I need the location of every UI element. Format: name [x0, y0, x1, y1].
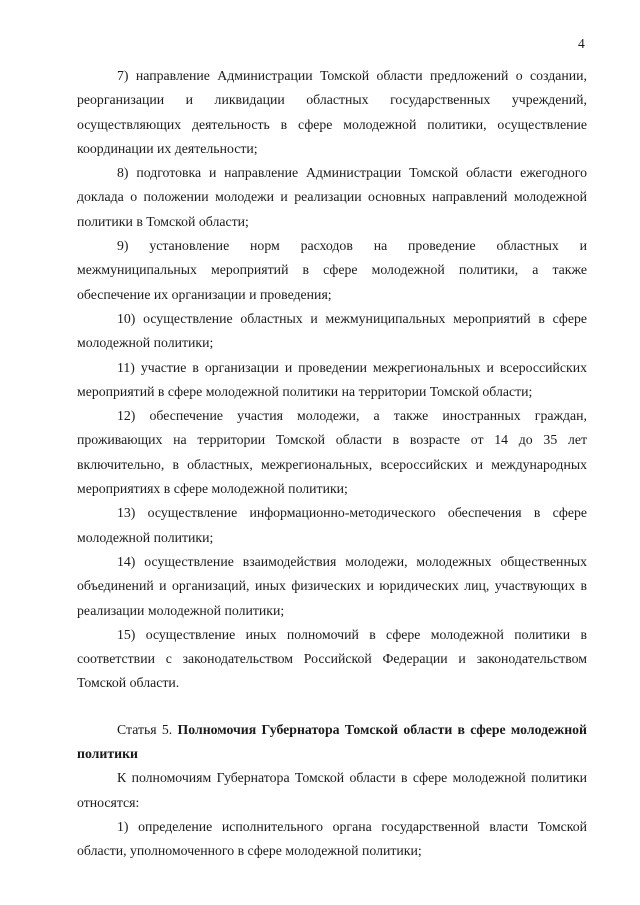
list-item: 15) осуществление иных полномочий в сфере молодежной политики в соответствии с законодательством Российской Федерации и законодательством Томской области.: [77, 626, 587, 691]
list-item: 11) участие в организации и проведении межрегиональных и всероссийских мероприятий в сфере молодежной политики на территории Томской области;: [77, 359, 587, 399]
document-body: [77, 64, 587, 864]
list-item: 7) направление Администрации Томской области предложений о создании, реорганизации и ликвидации областных государственных учреждений, осуществляющих деятельность в сфере молодежной политики, осуществление координации их деятельности;: [77, 68, 587, 156]
article-paragraph: К полномочиям Губернатора Томской области в сфере молодежной политики относятся:: [77, 770, 587, 810]
article-heading: [77, 718, 587, 767]
article-paragraph: 1) определение исполнительного органа государственной власти Томской области, уполномоченного в сфере молодежной политики;: [77, 818, 587, 859]
list-item: 13) осуществление информационно-методического обеспечения в сфере молодежной политики;: [77, 505, 587, 545]
article-title: Полномочия Губернатора Томской области в сфере молодежной политики: [77, 721, 587, 762]
list-item: 14) осуществление взаимодействия молодежи, молодежных общественных объединений и организаций, иных физических и юридических лиц, участвующих в реализации молодежной политики;: [77, 553, 587, 618]
article-label: Статья 5.: [117, 721, 173, 737]
page-number: 4: [578, 36, 585, 51]
list-item: 9) установление норм расходов на проведение областных и межмуниципальных мероприятий в сфере молодежной политики, а также обеспечение их организации и проведения;: [77, 238, 587, 302]
list-item: 8) подготовка и направление Администрации Томской области ежегодного доклада о положении молодежи и реализации основных направлений молодежной политики в Томской области;: [77, 165, 587, 229]
list-item: 10) осуществление областных и межмуниципальных мероприятий в сфере молодежной политики;: [77, 310, 587, 351]
list-item: 12) обеспечение участия молодежи, а также иностранных граждан, проживающих на территории Томской области в возрасте от 14 до 35 лет включительно, в областных, межрегиональных, всероссийских и международных мероприятиях в сфере молодежной политики;: [77, 408, 587, 497]
